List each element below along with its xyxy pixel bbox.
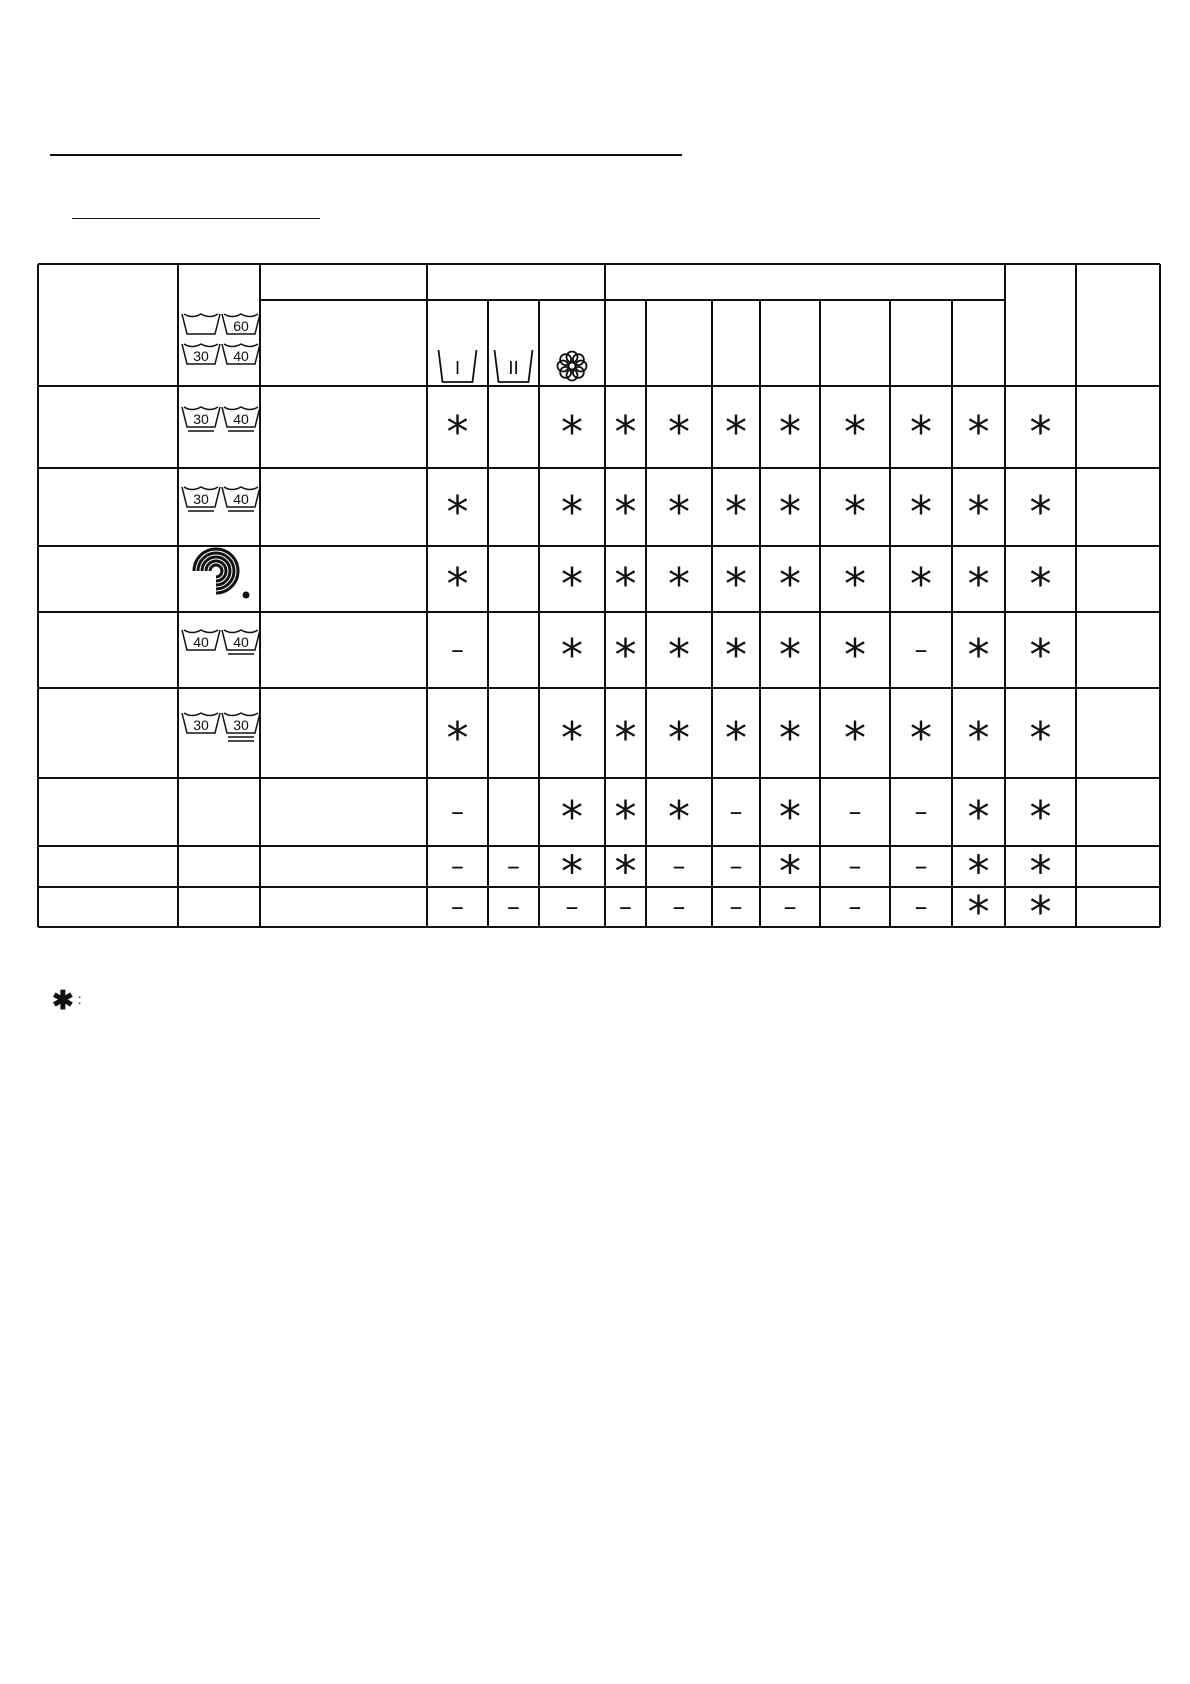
mark-r0-c5: * <box>725 407 747 458</box>
mark-r2-c6: * <box>779 559 801 610</box>
mark-r0-c7: * <box>844 407 866 458</box>
mark-r0-c6: * <box>779 407 801 458</box>
mark-r6-c7: – <box>848 851 862 882</box>
mark-r2-c10: * <box>1029 559 1052 610</box>
woolmark-logo-icon <box>194 549 248 597</box>
mark-r2-c2: * <box>561 559 583 610</box>
mark-r7-c8: – <box>914 892 928 922</box>
mark-r6-c4: – <box>672 851 686 882</box>
wash-tub-40-4-0-label: 40 <box>193 634 209 650</box>
wash-tub-40-0-3-icon <box>222 344 260 364</box>
compartment-1-icon <box>439 350 477 382</box>
mark-r7-c9: * <box>967 887 990 938</box>
wash-tub-30-double-underline-5-1-icon <box>222 713 260 741</box>
legend-symbol: ✱ <box>52 985 74 1015</box>
wash-tub-40-underline-4-1-icon <box>222 630 260 654</box>
wash-tub-60-0-1-label: 60 <box>233 318 249 334</box>
mark-r2-c7: * <box>844 559 866 610</box>
mark-r2-c9: * <box>967 559 990 610</box>
mark-r5-c2: * <box>561 792 583 843</box>
mark-r7-c0: – <box>451 892 464 922</box>
mark-r7-c3: – <box>619 892 632 922</box>
mark-r7-c6: – <box>783 892 797 922</box>
table-marks <box>447 407 1052 938</box>
mark-r5-c10: * <box>1029 792 1052 843</box>
mark-r5-c3: * <box>614 792 637 843</box>
wash-tub-40-underline-2-1-label: 40 <box>233 491 249 507</box>
mark-r7-c4: – <box>672 892 686 922</box>
mark-r0-c3: * <box>614 407 637 458</box>
mark-r2-c4: * <box>668 559 690 610</box>
wash-tub-40-underline-1-1-icon <box>222 407 260 431</box>
wash-tub-40-4-0-icon <box>182 630 220 650</box>
mark-r6-c9: * <box>967 846 990 898</box>
mark-r5-c8: – <box>914 797 928 827</box>
mark-r0-c9: * <box>967 407 990 458</box>
mark-r3-c2: * <box>561 630 583 681</box>
wash-tub-40-0-3-label: 40 <box>233 348 249 364</box>
mark-r4-c2: * <box>561 713 583 764</box>
mark-r1-c2: * <box>561 487 583 538</box>
legend <box>52 985 82 1016</box>
mark-r7-c5: – <box>729 892 743 922</box>
mark-r4-c6: * <box>779 713 801 764</box>
wash-tub-30-underline-2-0-label: 30 <box>193 491 209 507</box>
mark-r2-c8: * <box>910 559 932 610</box>
mark-r4-c3: * <box>614 713 637 764</box>
mark-r3-c9: * <box>967 630 990 681</box>
mark-r2-c0: * <box>446 559 469 610</box>
header-compartment-icons <box>439 350 587 382</box>
mark-r3-c4: * <box>668 630 690 681</box>
mark-r3-c10: * <box>1029 630 1052 681</box>
mark-r3-c3: * <box>614 630 637 681</box>
mark-r4-c0: * <box>446 713 469 764</box>
mark-r1-c6: * <box>779 487 801 538</box>
mark-r6-c2: * <box>561 846 583 898</box>
mark-r4-c7: * <box>844 713 866 764</box>
mark-r6-c5: – <box>729 851 743 882</box>
wash-tub-30-underline-1-0-icon <box>182 407 220 431</box>
compartment-2-icon-label: II <box>508 358 519 379</box>
mark-r3-c7: * <box>844 630 866 681</box>
mark-r5-c5: – <box>729 797 743 827</box>
compartment-2-icon <box>495 350 533 382</box>
mark-r3-c6: * <box>779 630 801 681</box>
mark-r1-c5: * <box>725 487 747 538</box>
mark-r3-c0: – <box>451 635 464 665</box>
mark-r2-c3: * <box>614 559 637 610</box>
mark-r6-c3: * <box>614 846 637 898</box>
mark-r6-c0: – <box>451 851 464 882</box>
mark-r7-c2: – <box>565 892 579 922</box>
mark-r7-c10: * <box>1029 887 1052 938</box>
mark-r7-c1: – <box>507 892 520 922</box>
wash-tub-30-0-2-label: 30 <box>193 348 209 364</box>
mark-r1-c3: * <box>614 487 637 538</box>
wash-tub-30-underline-2-0-icon <box>182 487 220 511</box>
mark-r0-c2: * <box>561 407 583 458</box>
mark-r5-c6: * <box>779 792 801 843</box>
wash-tub-60-0-1-icon <box>222 314 260 334</box>
mark-r5-c0: – <box>451 797 464 827</box>
mark-r1-c7: * <box>844 487 866 538</box>
mark-r0-c8: * <box>910 407 932 458</box>
wash-tub-30-0-2-icon <box>182 344 220 364</box>
mark-r0-c10: * <box>1029 407 1052 458</box>
mark-r4-c8: * <box>910 713 932 764</box>
mark-r5-c7: – <box>848 797 862 827</box>
wash-tub-30-5-0-label: 30 <box>193 717 209 733</box>
wash-tub-30-underline-1-0-label: 30 <box>193 411 209 427</box>
wash-tub-30-double-underline-5-1-label: 30 <box>233 717 249 733</box>
mark-r6-c6: * <box>779 846 801 898</box>
mark-r3-c5: * <box>725 630 747 681</box>
mark-r2-c5: * <box>725 559 747 610</box>
care-symbols <box>182 314 260 741</box>
mark-r4-c4: * <box>668 713 690 764</box>
mark-r6-c1: – <box>507 851 520 882</box>
mark-r4-c10: * <box>1029 713 1052 764</box>
mark-r0-c4: * <box>668 407 690 458</box>
mark-r5-c4: * <box>668 792 690 843</box>
mark-r0-c0: * <box>446 407 469 458</box>
softener-flower-icon <box>558 352 587 381</box>
mark-r6-c10: * <box>1029 846 1052 898</box>
wash-tub-40-underline-1-1-label: 40 <box>233 411 249 427</box>
mark-r6-c8: – <box>914 851 928 882</box>
mark-r4-c9: * <box>967 713 990 764</box>
mark-r1-c0: * <box>446 487 469 538</box>
mark-r3-c8: – <box>914 635 928 665</box>
mark-r5-c9: * <box>967 792 990 843</box>
wash-tub-30-5-0-icon <box>182 713 220 733</box>
mark-r1-c9: * <box>967 487 990 538</box>
compartment-1-icon-label: I <box>454 358 461 379</box>
mark-r1-c8: * <box>910 487 932 538</box>
mark-r4-c5: * <box>725 713 747 764</box>
wash-tub-plain-0-0-icon <box>182 314 220 334</box>
wash-tub-40-underline-2-1-icon <box>222 487 260 511</box>
mark-r1-c4: * <box>668 487 690 538</box>
wash-tub-40-underline-4-1-label: 40 <box>233 634 249 650</box>
legend-separator: : <box>77 991 82 1008</box>
mark-r7-c7: – <box>848 892 862 922</box>
mark-r1-c10: * <box>1029 487 1052 538</box>
